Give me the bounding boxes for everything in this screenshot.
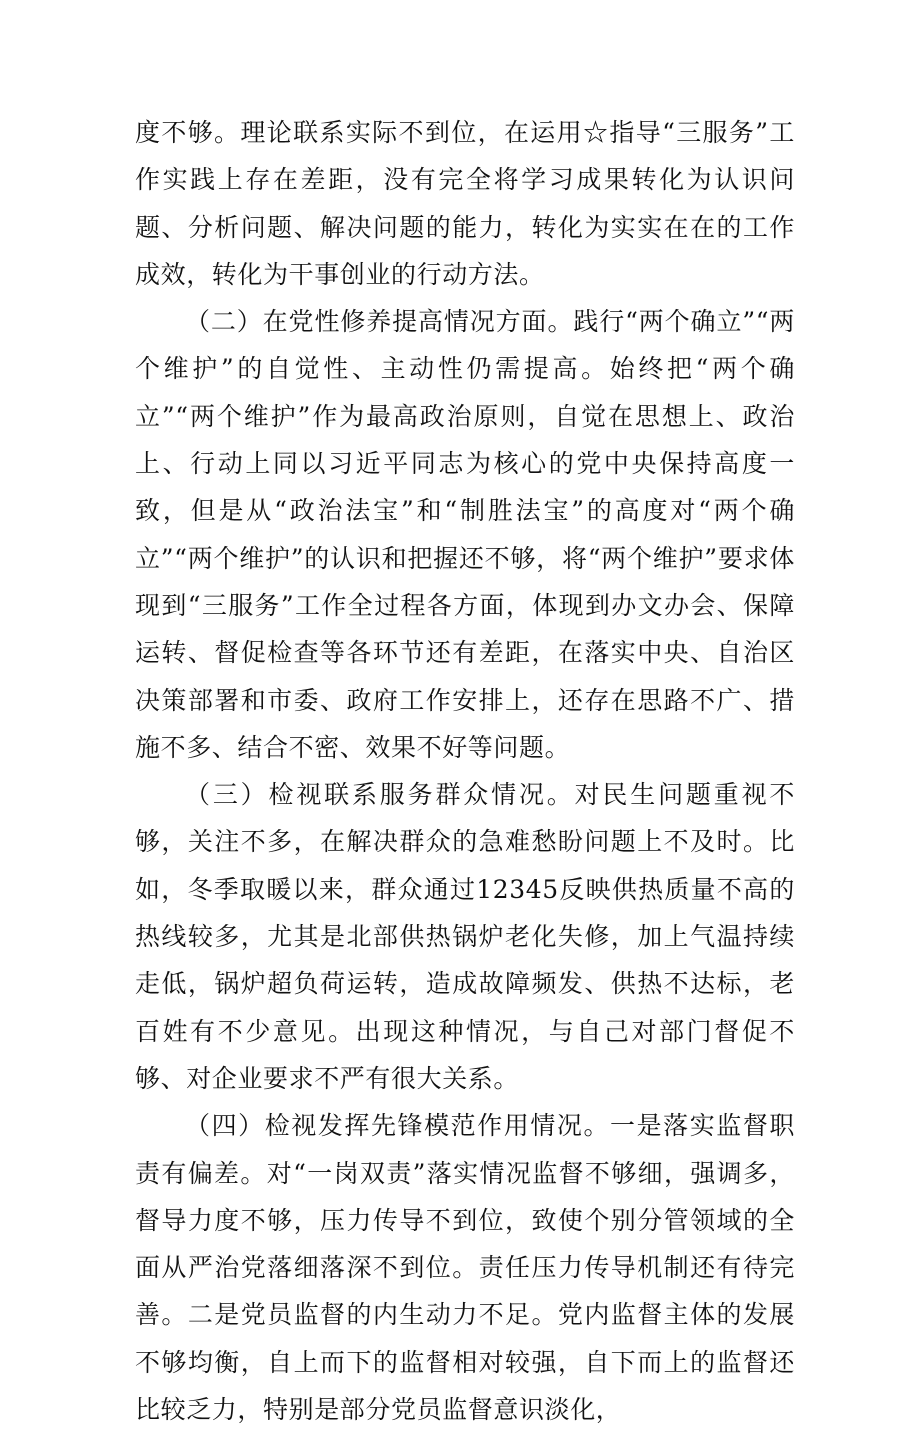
document-body bbox=[135, 109, 795, 1433]
paragraph-3: （三）检视联系服务群众情况。对民生问题重视不够，关注不多，在解决群众的急难愁盼问题上不及时。比如，冬季取暖以来，群众通过12345反映供热质量不高的热线较多，尤其是北部供热锅炉老化失修，加上气温持续走低，锅炉超负荷运转，造成故障频发、供热不达标，老百姓有不少意见。出现这种情况，与自己对部门督促不够、对企业要求不严有很大关系。 bbox=[135, 780, 795, 1093]
paragraph-1: 度不够。理论联系实际不到位，在运用☆指导“三服务”工作实践上存在差距，没有完全将学习成果转化为认识问题、分析问题、解决问题的能力，转化为实实在在的工作成效，转化为干事创业的行动方法。 bbox=[135, 118, 795, 289]
paragraph-4: （四）检视发挥先锋模范作用情况。一是落实监督职责有偏差。对“一岗双责”落实情况监督不够细，强调多，督导力度不够，压力传导不到位，致使个别分管领域的全面从严治党落细落深不到位。责任压力传导机制还有待完善。二是党员监督的内生动力不足。党内监督主体的发展不够均衡，自上而下的监督相对较强，自下而上的监督还比较乏力，特别是部分党员监督意识淡化， bbox=[135, 1111, 795, 1425]
paragraph-2: （二）在党性修养提高情况方面。践行“两个确立”“两个维护”的自觉性、主动性仍需提高。始终把“两个确立”“两个维护”作为最高政治原则，自觉在思想上、政治上、行动上同以习近平同志为核心的党中央保持高度一致，但是从“政治法宝”和“制胜法宝”的高度对“两个确立”“两个维护”的认识和把握还不够，将“两个维护”要求体现到“三服务”工作全过程各方面，体现到办文办会、保障运转、督促检查等各环节还有差距，在落实中央、自治区决策部署和市委、政府工作安排上，还存在思路不广、措施不多、结合不密、效果不好等问题。 bbox=[135, 307, 795, 762]
